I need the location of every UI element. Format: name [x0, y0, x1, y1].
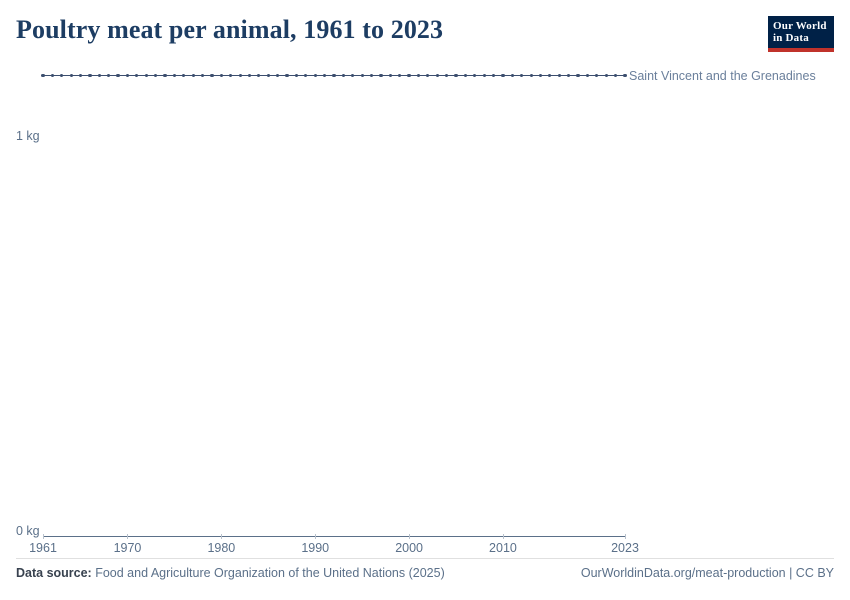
data-point	[436, 74, 439, 77]
x-axis-tick-mark	[221, 534, 222, 539]
data-source	[16, 566, 445, 580]
data-point	[41, 74, 44, 77]
data-point	[567, 74, 570, 77]
x-axis-tick-mark	[625, 534, 626, 539]
y-axis-tick-top: 1 kg	[16, 129, 40, 143]
data-point	[239, 74, 242, 77]
data-point	[595, 74, 598, 77]
data-point	[107, 74, 110, 77]
data-point	[285, 74, 288, 77]
data-point	[398, 74, 401, 77]
plot-area	[16, 62, 834, 555]
x-axis-tick-mark	[43, 534, 44, 539]
x-axis-tick-label: 1970	[113, 541, 142, 555]
data-point	[539, 74, 542, 77]
logo-line-2: in Data	[773, 32, 809, 44]
series-label-saint-vincent[interactable]: Saint Vincent and the Grenadines	[629, 69, 816, 83]
data-point	[79, 74, 82, 77]
data-source-value: Food and Agriculture Organization of the United Nations (2025)	[95, 566, 445, 580]
page-title: Poultry meat per animal, 1961 to 2023	[16, 15, 444, 44]
chart-header	[16, 14, 834, 60]
x-axis-tick-label: 1961	[29, 541, 57, 555]
data-point	[51, 74, 54, 77]
data-point	[407, 74, 410, 77]
data-point	[257, 74, 260, 77]
data-point	[370, 74, 373, 77]
x-axis-tick-mark	[315, 534, 316, 539]
x-axis-tick-label: 2023	[611, 541, 639, 555]
logo-line-1: Our World	[773, 20, 827, 32]
data-source-label: Data source:	[16, 566, 92, 580]
data-point	[229, 74, 232, 77]
data-point	[220, 74, 223, 77]
data-point	[454, 74, 457, 77]
data-point	[192, 74, 195, 77]
data-point	[145, 74, 148, 77]
data-point	[314, 74, 317, 77]
data-point	[605, 74, 608, 77]
series-markers	[43, 72, 625, 79]
data-point	[248, 74, 251, 77]
data-point	[332, 74, 335, 77]
data-point	[88, 74, 91, 77]
x-axis-tick-label: 1980	[207, 541, 236, 555]
data-point	[464, 74, 467, 77]
data-point	[135, 74, 138, 77]
data-point	[445, 74, 448, 77]
data-point	[379, 74, 382, 77]
data-point	[483, 74, 486, 77]
data-point	[60, 74, 63, 77]
data-point	[511, 74, 514, 77]
data-point	[154, 74, 157, 77]
data-point	[361, 74, 364, 77]
data-point	[548, 74, 551, 77]
data-point	[351, 74, 354, 77]
x-axis-tick-label: 2010	[489, 541, 517, 555]
data-point	[614, 74, 617, 77]
data-point	[492, 74, 495, 77]
data-point	[576, 74, 579, 77]
x-axis-tick-mark	[409, 534, 410, 539]
data-point	[173, 74, 176, 77]
chart-footer	[16, 558, 834, 586]
data-point	[304, 74, 307, 77]
x-axis-ticks	[29, 539, 639, 557]
data-point	[530, 74, 533, 77]
data-point	[98, 74, 101, 77]
data-point	[417, 74, 420, 77]
data-point	[501, 74, 504, 77]
data-point	[276, 74, 279, 77]
x-axis-tick-label: 1990	[301, 541, 330, 555]
data-point	[558, 74, 561, 77]
data-point	[295, 74, 298, 77]
x-axis-tick-mark	[503, 534, 504, 539]
x-axis-line	[43, 536, 625, 537]
data-point	[267, 74, 270, 77]
data-point	[426, 74, 429, 77]
data-point	[623, 74, 626, 77]
data-point	[473, 74, 476, 77]
data-point	[201, 74, 204, 77]
x-axis-tick-mark	[127, 534, 128, 539]
x-axis-tick-label: 2000	[395, 541, 423, 555]
data-point	[126, 74, 129, 77]
y-axis-tick-bottom: 0 kg	[16, 524, 40, 538]
data-point	[323, 74, 326, 77]
data-point	[70, 74, 73, 77]
our-world-in-data-logo[interactable]	[768, 16, 834, 52]
data-point	[342, 74, 345, 77]
attribution-link[interactable]: OurWorldinData.org/meat-production | CC BY	[580, 566, 834, 580]
data-point	[163, 74, 166, 77]
data-point	[116, 74, 119, 77]
data-point	[182, 74, 185, 77]
data-point	[520, 74, 523, 77]
data-point	[586, 74, 589, 77]
data-point	[210, 74, 213, 77]
data-point	[389, 74, 392, 77]
